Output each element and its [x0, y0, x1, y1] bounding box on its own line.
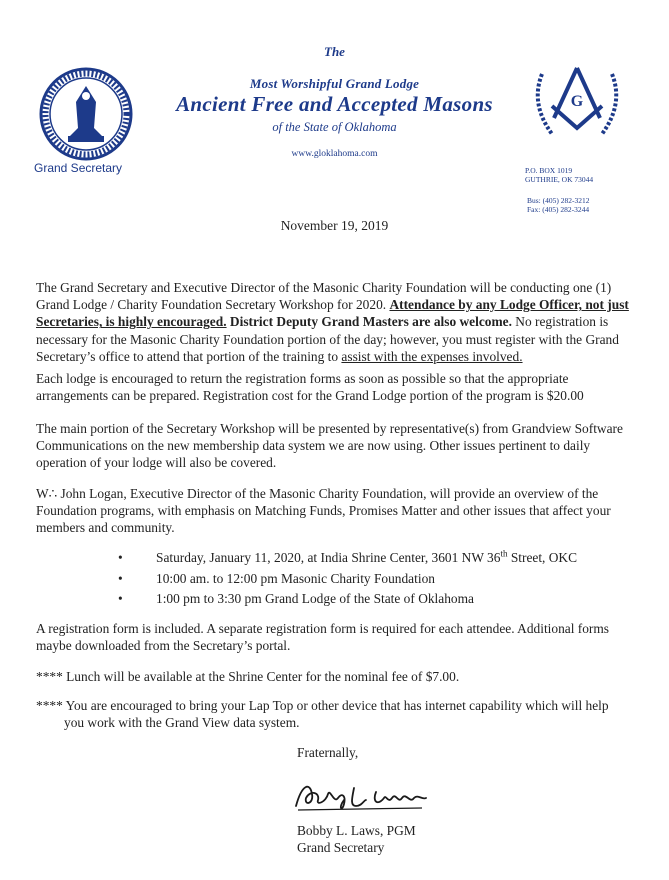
paragraph-main-portion: The main portion of the Secretary Workshop will be presented by representative(s) from Grandview Software Communications on the new membership data system we are now using. Other issues pertinent to daily operation of your lodge will also be covered.: [36, 421, 623, 471]
bullet-1-text-end: Street, OKC: [507, 550, 578, 565]
letterhead-website: www.gloklahoma.com: [291, 149, 378, 159]
square-and-compass-icon: [522, 54, 632, 154]
paragraph-foundation-overview: W∴ John Logan, Executive Director of the Masonic Charity Foundation, will provide an overview of the Foundation programs, with emphasis on Matching Funds, Promises Matter and other issues that affect your members and community.: [36, 486, 611, 536]
bullet-1-text: Saturday, January 11, 2020, at India Shrine Center, 3601 NW 36: [156, 550, 501, 565]
closing-salutation: Fraternally,: [297, 745, 359, 760]
laptop-line-2: you work with the Grand View data system.: [64, 715, 300, 731]
district-deputy-note: District Deputy Grand Masters are also welcome.: [229, 314, 512, 330]
paragraph-registration-cost: Each lodge is encouraged to return the registration forms as soon as possible so that the appropriate arrangements can be prepared. Registration cost for the Grand Lodge portion of the program is $20.00: [36, 371, 584, 404]
bullet-marker-2: •: [118, 571, 123, 586]
attendance-emphasis: Attendance by any Lodge Officer, not just Secretaries, is highly encouraged.: [36, 297, 629, 330]
signer-name: Bobby L. Laws, PGM: [297, 823, 416, 838]
address-line-2: GUTHRIE, OK 73044: [525, 175, 594, 184]
expenses-note: assist with the expenses involved.: [341, 348, 523, 364]
fax-phone: Fax: (405) 282-3244: [527, 205, 590, 214]
bullet-marker-3: •: [118, 591, 123, 606]
address-line-1: P.O. BOX 1019: [525, 166, 573, 175]
bullet-date-location: [156, 550, 577, 566]
phone-numbers: [527, 196, 590, 214]
letter-date: November 19, 2019: [280, 218, 389, 233]
svg-text:G: G: [570, 93, 584, 110]
business-phone: Bus: (405) 282-3212: [527, 196, 590, 205]
signer-title: Grand Secretary: [297, 840, 385, 855]
paragraph-registration-form: A registration form is included. A separate registration form is required for each attendee. Additional forms maybe downloaded from the Secretary’s portal.: [36, 621, 610, 654]
intro-text-2: No registration is necessary for the Masonic Charity Foundation portion of the day; however, you must register with the Grand Secretary’s office to attend that portion of the training to: [36, 314, 619, 364]
grand-secretary-caption: Grand Secretary: [34, 161, 123, 175]
intro-text-1: The Grand Secretary and Executive Director of the Masonic Charity Foundation will be conducting one (1) Grand Lodge / Charity Foundation Secretary Workshop for 2020.: [36, 280, 612, 313]
handwritten-signature: [292, 778, 432, 814]
paragraph-lunch: **** Lunch will be available at the Shrine Center for the nominal fee of $7.00.: [36, 669, 460, 684]
letterhead-title: Ancient Free and Accepted Masons: [176, 92, 493, 116]
mailing-address: [525, 166, 593, 184]
signature-block: [297, 822, 416, 856]
bullet-morning-session: 10:00 am. to 12:00 pm Masonic Charity Foundation: [156, 571, 435, 586]
paragraph-intro: [36, 279, 642, 365]
letterhead-the: The: [324, 44, 345, 59]
bullet-afternoon-session: 1:00 pm to 3:30 pm Grand Lodge of the State of Oklahoma: [156, 591, 474, 606]
paragraph-laptop: [36, 697, 642, 731]
letterhead-most-worshipful: Most Worshipful Grand Lodge: [249, 76, 420, 91]
bullet-1-sup: th: [500, 548, 508, 559]
bullet-marker-1: •: [118, 550, 123, 565]
laptop-line-1: **** You are encouraged to bring your Lap Top or other device that has internet capability which will help: [36, 698, 609, 713]
letterhead-state: of the State of Oklahoma: [272, 120, 397, 134]
